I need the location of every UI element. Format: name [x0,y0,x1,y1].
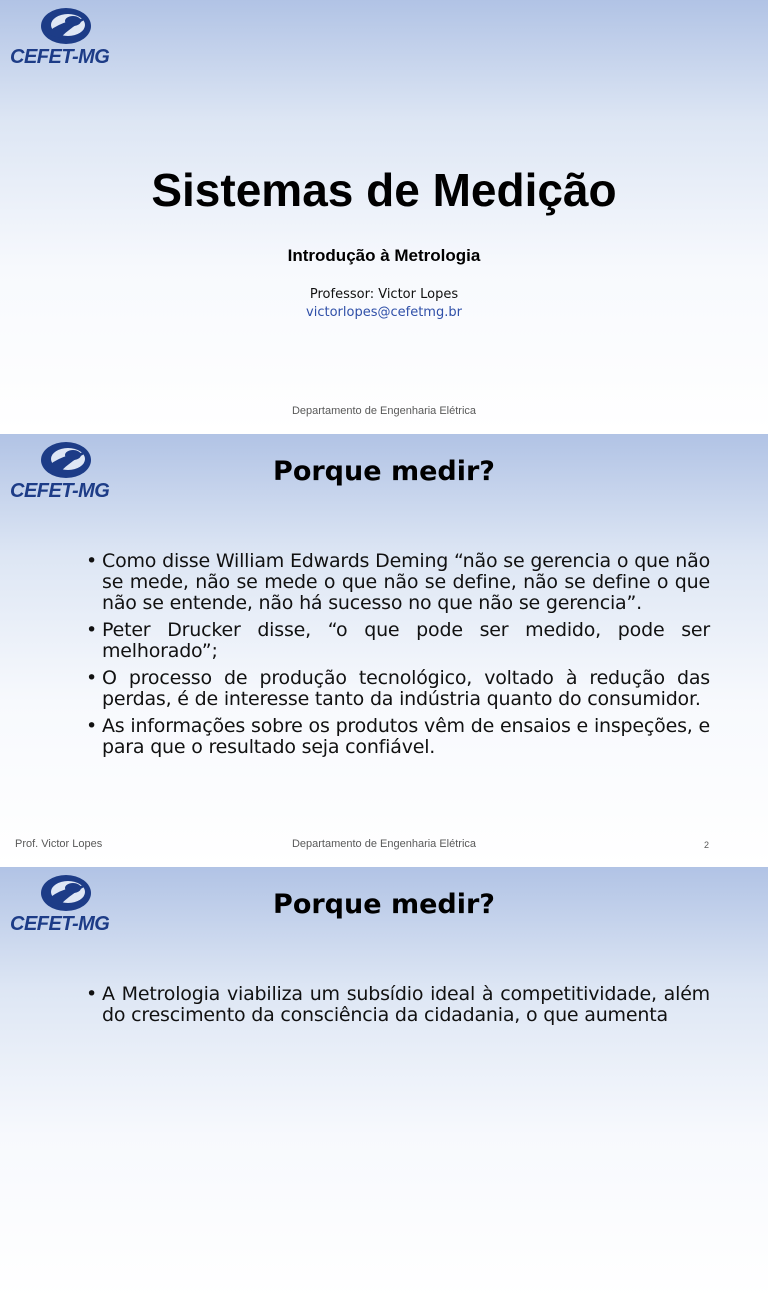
professor-name: Professor: Victor Lopes [309,287,459,302]
bullet-list [86,551,710,764]
logo-text: CEFET-MG [10,480,110,502]
presentation-title: Sistemas de Medição [151,164,617,216]
bullet-item: • As informações sobre os produtos vêm de ensaios e inspeções, e para que o resultado seja confiável. [86,716,710,758]
logo-text: CEFET-MG [10,46,110,68]
logo-text: CEFET-MG [10,913,110,935]
cefet-mg-logo [10,4,110,70]
professor-email-link[interactable]: victorlopes@cefetmg.br [306,305,462,320]
slide-title: Porque medir? [273,889,495,920]
footer-department: Departamento de Engenharia Elétrica [291,838,477,850]
slide-title: Porque medir? [273,456,495,487]
slide-3 [0,867,768,1299]
slide-2 [0,434,768,866]
bullet-item: • O processo de produção tecnológico, voltado à redução das perdas, é de interesse tanto da indústria quanto do consumidor. [86,668,710,710]
bullet-item: • Como disse William Edwards Deming “não se gerencia o que não se mede, não se mede o que não se define, não se define o que não se entende, não há sucesso no que não se gerencia”. [86,551,710,614]
cefet-logo-icon [38,4,94,50]
bullet-item: • Peter Drucker disse, “o que pode ser medido, pode ser melhorado”; [86,620,710,662]
footer-department: Departamento de Engenharia Elétrica [291,405,477,417]
bullet-list [86,984,710,1032]
bullet-item: • A Metrologia viabiliza um subsídio ideal à competitividade, além do crescimento da consciência da cidadania, o que aumenta [86,984,710,1026]
presentation-subtitle: Introdução à Metrologia [287,246,481,265]
footer-professor: Prof. Victor Lopes [15,838,103,850]
slide-number: 2 [704,840,710,850]
slide-1 [0,0,768,432]
